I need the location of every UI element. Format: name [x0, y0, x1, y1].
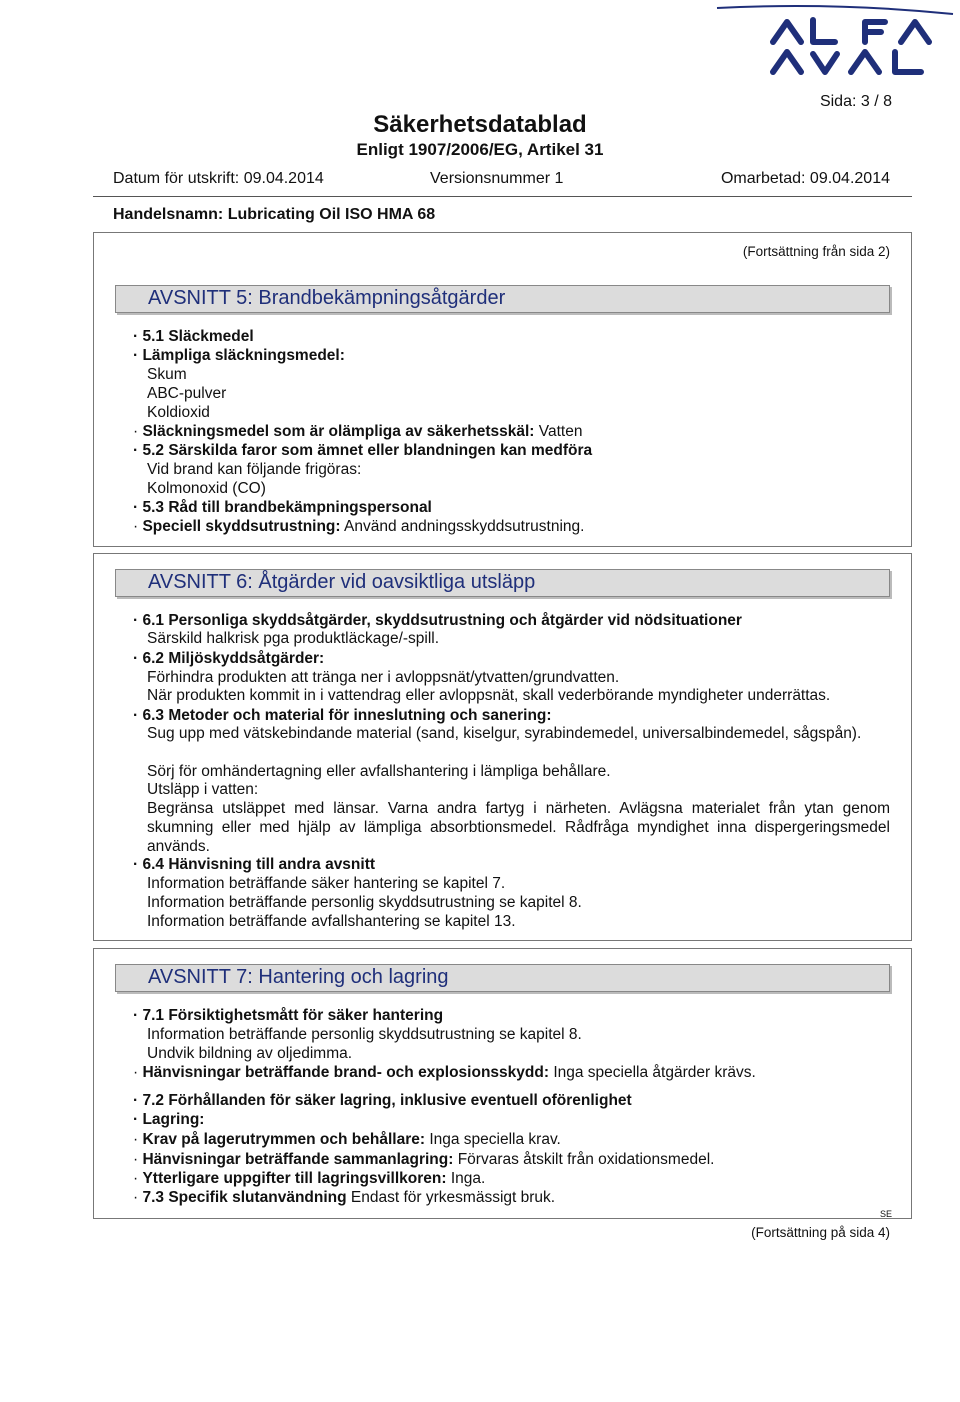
alfa-laval-logo — [715, 4, 955, 82]
continued-from: (Fortsättning från sida 2) — [742, 244, 890, 259]
protective-equipment: · Speciell skyddsutrustning: Använd andningsskyddsutrustning. — [133, 518, 585, 535]
item-6-1: · 6.1 Personliga skyddsåtgärder, skyddsutrustning och åtgärder vid nödsituationer — [133, 612, 742, 629]
item-6-3-text: Sörj för omhändertagning eller avfallshantering i lämpliga behållare. — [147, 763, 611, 780]
item-6-3-text: Utsläpp i vatten: — [147, 781, 259, 798]
item-6-4-text: Information beträffande säker hantering se kapitel 7. — [147, 875, 506, 892]
suitable-media-item: ABC-pulver — [147, 385, 227, 402]
item-5-1: · 5.1 Släckmedel — [133, 328, 254, 345]
suitable-media-item: Skum — [147, 366, 187, 383]
unsuitable-media: · Släckningsmedel som är olämpliga av säkerhetsskäl: Vatten — [133, 423, 583, 440]
item-6-4-text: Information beträffande personlig skyddsutrustning se kapitel 8. — [147, 894, 582, 911]
fire-protection-notes: · Hänvisningar beträffande brand- och explosionsskydd: Inga speciella åtgärder krävs. — [133, 1064, 756, 1081]
section-5-heading: AVSNITT 5: Brandbekämpningsåtgärder — [115, 285, 890, 313]
storage-requirements: · Krav på lagerutrymmen och behållare: Inga speciella krav. — [133, 1131, 561, 1148]
item-6-2: · 6.2 Miljöskyddsåtgärder: — [133, 650, 325, 667]
item-7-1-text: Information beträffande personlig skyddsutrustning se kapitel 8. — [147, 1026, 582, 1043]
item-7-1-text: Undvik bildning av oljedimma. — [147, 1045, 353, 1062]
section-7-heading: AVSNITT 7: Hantering och lagring — [115, 964, 890, 992]
revised-date: Omarbetad: 09.04.2014 — [720, 170, 890, 187]
item-5-2-text: Kolmonoxid (CO) — [147, 480, 266, 497]
header-rule — [93, 196, 912, 197]
item-5-3: · 5.3 Råd till brandbekämpningspersonal — [133, 499, 432, 516]
language-code: SE — [880, 1209, 893, 1219]
item-7-2: · 7.2 Förhållanden för säker lagring, inklusive eventuell oförenlighet — [133, 1092, 632, 1109]
item-6-1-text: Särskild halkrisk pga produktläckage/-spill. — [147, 630, 440, 647]
item-6-4-text: Information beträffande avfallshantering se kapitel 13. — [147, 913, 516, 930]
page-number: Sida: 3 / 8 — [819, 93, 892, 110]
continued-on: (Fortsättning på sida 4) — [751, 1225, 890, 1240]
common-storage: · Hänvisningar beträffande sammanlagring: Förvaras åtskilt från oxidationsmedel. — [133, 1151, 715, 1168]
item-6-3-text: Sug upp med vätskebindande material (sand, kiselgur, syrabindemedel, universalbindemedel, sågspån). — [147, 725, 862, 742]
item-6-2-text: När produkten kommit in i vattendrag eller avloppsnät, skall vederbörande myndigheter underrättas. — [147, 687, 831, 704]
item-6-3: · 6.3 Metoder och material för inneslutning och sanering: — [133, 707, 552, 724]
item-7-1: · 7.1 Försiktighetsmått för säker hantering — [133, 1007, 444, 1024]
document-subtitle: Enligt 1907/2006/EG, Artikel 31 — [356, 140, 604, 159]
item-6-2-text: Förhindra produkten att tränga ner i avloppsnät/ytvatten/grundvatten. — [147, 669, 620, 686]
storage-label: · Lagring: — [133, 1111, 205, 1128]
product-name: Handelsnamn: Lubricating Oil ISO HMA 68 — [113, 206, 436, 223]
item-5-2: · 5.2 Särskilda faror som ämnet eller blandningen kan medföra — [133, 442, 593, 459]
version-number: Versionsnummer 1 — [430, 170, 564, 187]
suitable-media-item: Koldioxid — [147, 404, 210, 421]
suitable-media-label: · Lämpliga släckningsmedel: — [133, 347, 345, 364]
item-6-3-text: Begränsa utsläppet med länsar. Varna andra fartyg i närheten. Avlägsna materialet från ytan genom skumning eller med hjälp av lämpliga absorbtionsmedel. Rådfråga myndighet inna dispergeringsmedel används. — [147, 800, 890, 855]
specific-end-use: · 7.3 Specifik slutanvändning Endast för yrkesmässigt bruk. — [133, 1189, 556, 1206]
document-title: Säkerhetsdatablad — [373, 111, 587, 138]
section-6-heading: AVSNITT 6: Åtgärder vid oavsiktliga utsläpp — [115, 569, 890, 597]
item-5-2-text: Vid brand kan följande frigöras: — [147, 461, 362, 478]
further-storage-info: · Ytterligare uppgifter till lagringsvillkoren: Inga. — [133, 1170, 486, 1187]
print-date: Datum för utskrift: 09.04.2014 — [113, 170, 324, 187]
item-6-4: · 6.4 Hänvisning till andra avsnitt — [133, 856, 376, 873]
